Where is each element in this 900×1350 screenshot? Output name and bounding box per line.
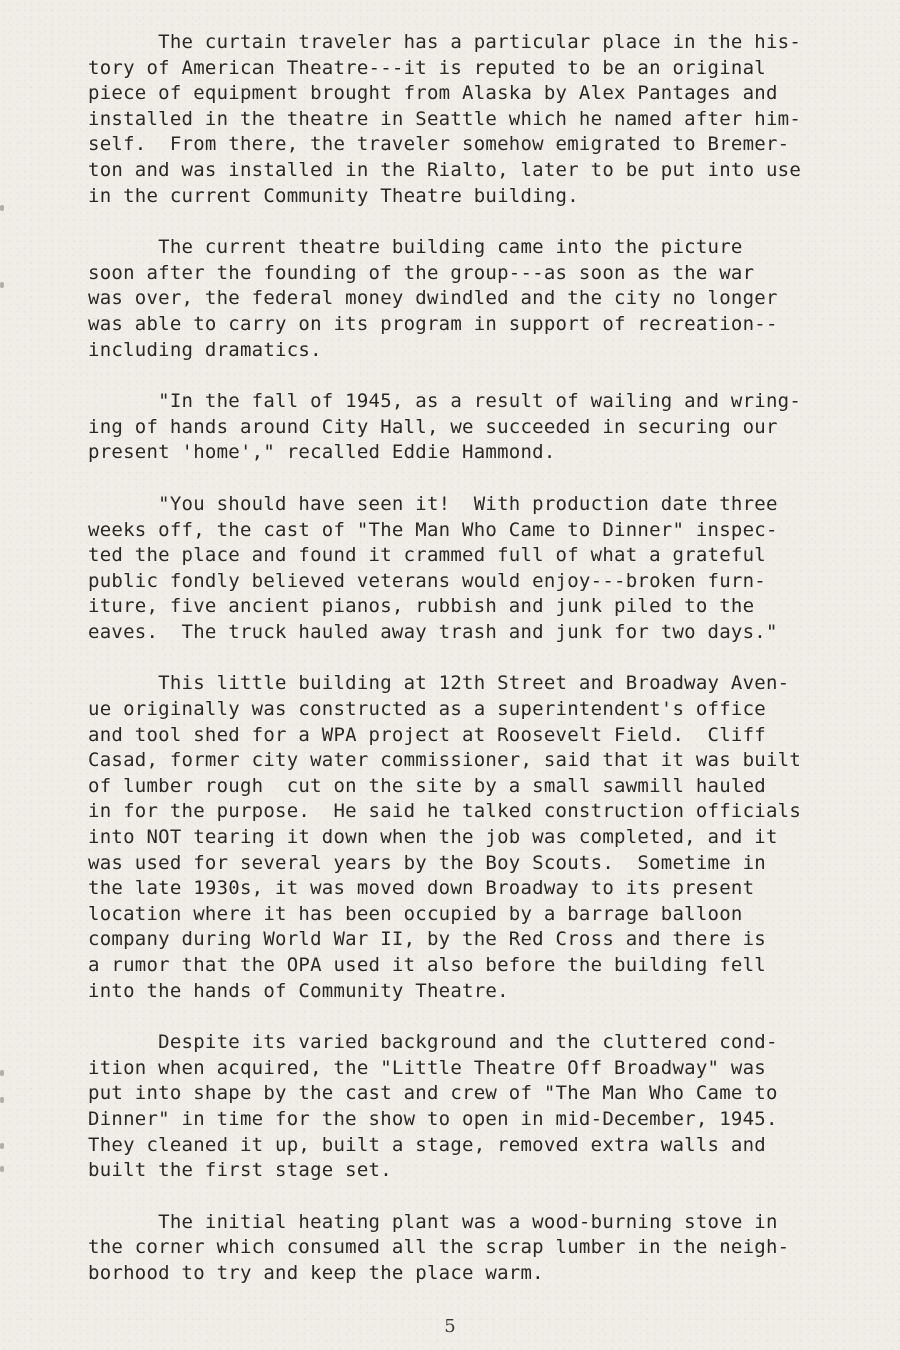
- text-line: company during World War II, by the Red Cross and there is: [88, 928, 766, 951]
- text-line: was over, the federal money dwindled and the city no longer: [88, 287, 778, 310]
- text-line: in the current Community Theatre building.: [88, 184, 579, 207]
- paragraph: [88, 492, 878, 646]
- text-line: location where it has been occupied by a barrage balloon: [88, 902, 743, 925]
- text-line: Dinner" in time for the show to open in mid-December, 1945.: [88, 1107, 778, 1130]
- text-line: put into shape by the cast and crew of "The Man Who Came to: [88, 1082, 778, 1105]
- text-line: They cleaned it up, built a stage, removed extra walls and: [88, 1133, 766, 1156]
- binder-mark: [0, 205, 4, 211]
- paragraph: [88, 235, 878, 363]
- binder-mark: [0, 1143, 4, 1149]
- text-line: soon after the founding of the group---as soon as the war: [88, 261, 755, 284]
- paragraph: [88, 1210, 878, 1287]
- text-line: in for the purpose. He said he talked construction officials: [88, 800, 802, 823]
- text-line: built the first stage set.: [88, 1159, 392, 1182]
- page-number: 5: [444, 1316, 456, 1337]
- text-line: into NOT tearing it down when the job was completed, and it: [88, 826, 778, 849]
- text-line: The initial heating plant was a wood-burning stove in: [88, 1210, 778, 1233]
- text-line: weeks off, the cast of "The Man Who Came to Dinner" inspec-: [88, 518, 778, 541]
- text-line: Casad, former city water commissioner, said that it was built: [88, 749, 802, 772]
- text-line: ing of hands around City Hall, we succeeded in securing our: [88, 415, 778, 438]
- paragraph: [88, 389, 878, 466]
- text-line: eaves. The truck hauled away trash and junk for two days.": [88, 620, 778, 643]
- text-line: This little building at 12th Street and Broadway Aven-: [88, 672, 790, 695]
- paragraph: [88, 30, 878, 209]
- text-line: self. From there, the traveler somehow emigrated to Bremer-: [88, 133, 790, 156]
- text-line: was able to carry on its program in support of recreation--: [88, 312, 778, 335]
- text-line: into the hands of Community Theatre.: [88, 979, 509, 1002]
- document-body: [88, 30, 878, 1313]
- binder-mark: [0, 1070, 4, 1076]
- text-line: borhood to try and keep the place warm.: [88, 1261, 544, 1284]
- binder-mark: [0, 282, 4, 288]
- text-line: ton and was installed in the Rialto, later to be put into use: [88, 158, 802, 181]
- text-line: tory of American Theatre---it is reputed to be an original: [88, 56, 766, 79]
- paragraph: [88, 671, 878, 1004]
- text-line: "In the fall of 1945, as a result of wailing and wring-: [88, 390, 802, 413]
- text-line: iture, five ancient pianos, rubbish and junk piled to the: [88, 595, 755, 618]
- text-line: the late 1930s, it was moved down Broadway to its present: [88, 877, 755, 900]
- text-line: ue originally was constructed as a superintendent's office: [88, 698, 766, 721]
- text-line: The current theatre building came into the picture: [88, 236, 743, 259]
- text-line: "You should have seen it! With production date three: [88, 492, 778, 515]
- text-line: ition when acquired, the "Little Theatre Off Broadway" was: [88, 1056, 766, 1079]
- paragraph: [88, 1030, 878, 1184]
- text-line: Despite its varied background and the cluttered cond-: [88, 1031, 778, 1054]
- text-line: including dramatics.: [88, 338, 322, 361]
- text-line: The curtain traveler has a particular place in the his-: [88, 31, 802, 53]
- binder-mark: [0, 1166, 4, 1172]
- text-line: of lumber rough cut on the site by a small sawmill hauled: [88, 774, 766, 797]
- text-line: present 'home'," recalled Eddie Hammond.: [88, 441, 556, 464]
- text-line: and tool shed for a WPA project at Roosevelt Field. Cliff: [88, 723, 766, 746]
- text-line: installed in the theatre in Seattle which he named after him-: [88, 107, 802, 130]
- text-line: the corner which consumed all the scrap lumber in the neigh-: [88, 1236, 790, 1259]
- text-line: piece of equipment brought from Alaska by Alex Pantages and: [88, 82, 778, 105]
- text-line: ted the place and found it crammed full of what a grateful: [88, 544, 766, 567]
- text-line: a rumor that the OPA used it also before the building fell: [88, 954, 766, 976]
- text-line: was used for several years by the Boy Scouts. Sometime in: [88, 851, 766, 874]
- binder-mark: [0, 1097, 4, 1103]
- text-line: public fondly believed veterans would enjoy---broken furn-: [88, 569, 766, 592]
